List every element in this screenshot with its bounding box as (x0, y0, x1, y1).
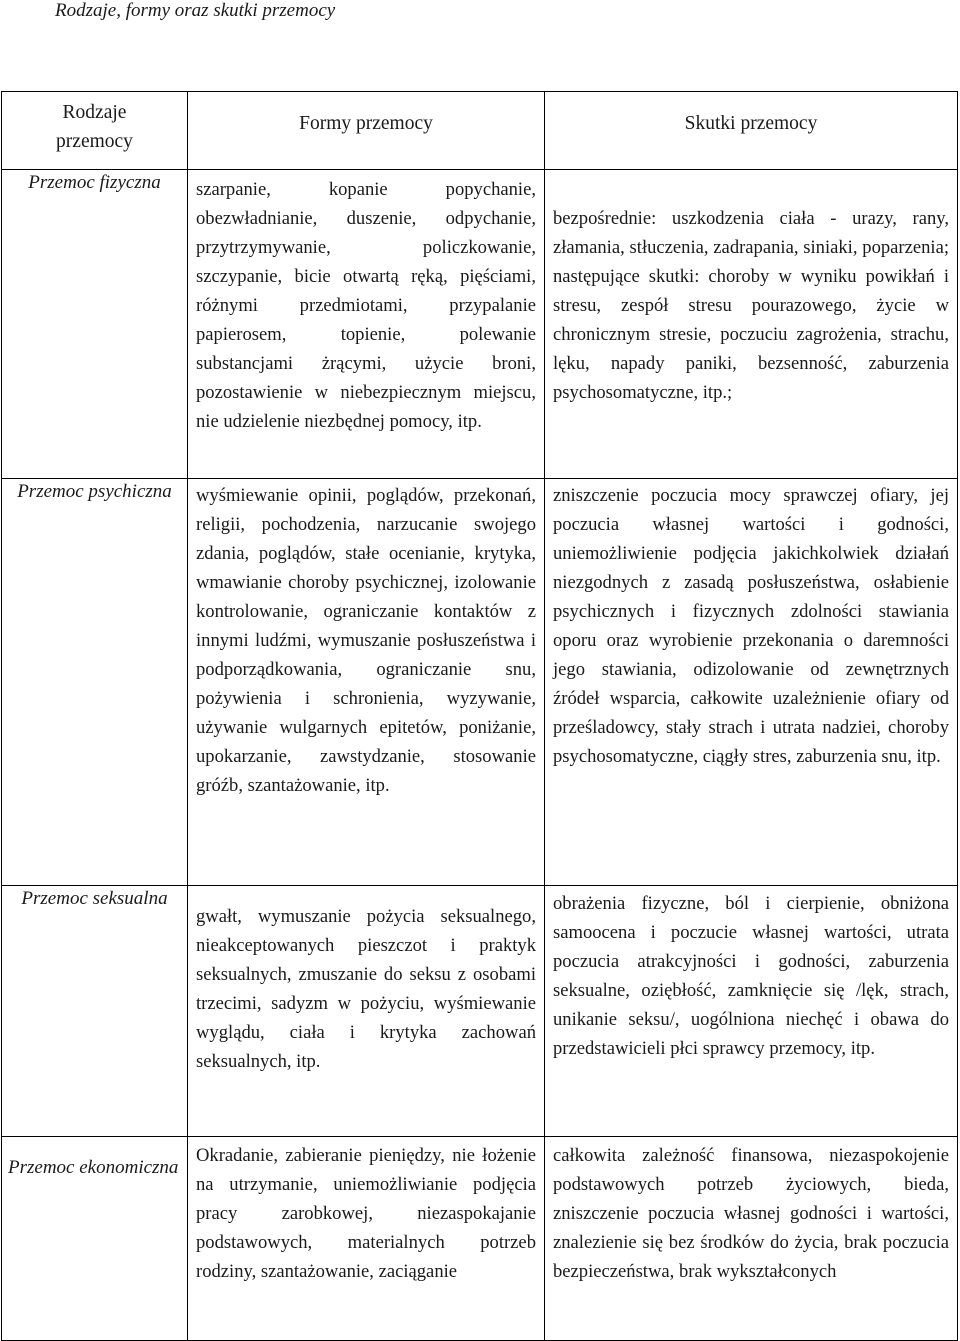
effects-text: całkowita zależność finansowa, niezaspokojenie podstawowych potrzeb życiowych, bieda, zniszczenie poczucia własnej godności i wartości, znalezienie się bez środków do życia, brak poczucia bezpieczeństwa, brak wykształconych (553, 1145, 949, 1282)
header-forms-label: Formy przemocy (299, 113, 433, 134)
forms-text: Okradanie, zabieranie pieniędzy, nie łożenie na utrzymanie, uniemożliwianie podjęcia pracy zarobkowej, niezaspokajanie podstawowych, materialnych potrzeb rodziny, szantażowanie, zaciąganie (196, 1145, 536, 1282)
forms-cell (188, 170, 545, 479)
violence-type-label: Przemoc seksualna (21, 888, 168, 909)
table-row (2, 170, 958, 479)
header-effects (545, 92, 958, 170)
effects-cell (545, 479, 958, 886)
forms-text: wyśmiewanie opinii, poglądów, przekonań, religii, pochodzenia, narzucanie swojego zdania, poglądów, stałe ocenianie, krytyka, wmawianie choroby psychicznej, izolowanie kontrolowanie, ograniczanie kontaktów z innymi ludźmi, wymuszanie posłuszeństwa i podporządkowania, ograniczanie snu, pożywienia i schronienia, wyzywanie, używanie wulgarnych epitetów, poniżanie, upokarzanie, zawstydzanie, stosowanie gróźb, szantażowanie, itp. (196, 485, 536, 796)
violence-type-cell (2, 1137, 188, 1341)
violence-type-label: Przemoc fizyczna (28, 172, 161, 193)
table-row (2, 1137, 958, 1341)
effects-text: zniszczenie poczucia mocy sprawczej ofiary, jej poczucia własnej wartości i godności, uniemożliwienie podjęcia jakichkolwiek działań niezgodnych z zasadą posłuszeństwa, osłabienie psychicznych i fizycznych zdolności stawiania oporu oraz wyrobienie przekonania o daremności jego stawiania, odizolowanie od zewnętrznych źródeł wsparcia, całkowite uzależnienie ofiary od prześladowcy, stały strach i utrata nadziei, choroby psychosomatyczne, ciągły stres, zaburzenia snu, itp. (553, 485, 949, 767)
table-row (2, 886, 958, 1137)
violence-table (1, 91, 958, 1341)
violence-type-cell (2, 479, 188, 886)
forms-cell (188, 886, 545, 1137)
table-header-row (2, 92, 958, 170)
header-types (2, 92, 188, 170)
violence-type-cell (2, 886, 188, 1137)
forms-text: szarpanie, kopanie popychanie, obezwładnianie, duszenie, odpychanie, przytrzymywanie, policzkowanie, szczypanie, bicie otwartą ręką, pięściami, różnymi przedmiotami, przypalanie papierosem, topienie, polewanie substancjami żrącymi, użycie broni, pozostawienie w niebezpiecznym miejscu, nie udzielenie niezbędnej pomocy, itp. (196, 179, 536, 432)
header-forms (188, 92, 545, 170)
violence-type-cell (2, 170, 188, 479)
effects-text: obrażenia fizyczne, ból i cierpienie, obniżona samoocena i poczucie własnej wartości, utrata poczucia atrakcyjności i godności, zaburzenia seksualne, oziębłość, zamknięcie się /lęk, strach, unikanie seksu/, uogólniona niechęć i obawa do przedstawicieli płci sprawcy przemocy, itp. (553, 893, 949, 1059)
page-title: Rodzaje, formy oraz skutki przemocy (55, 0, 336, 21)
violence-type-label: Przemoc ekonomiczna (8, 1157, 179, 1178)
violence-type-label: Przemoc psychiczna (17, 481, 172, 502)
forms-text: gwałt, wymuszanie pożycia seksualnego, nieakceptowanych pieszczot i praktyk seksualnych, zmuszanie do seksu z osobami trzecimi, sadyzm w pożyciu, wyśmiewanie wyglądu, ciała i krytyka zachowań seksualnych, itp. (196, 906, 536, 1072)
effects-cell (545, 886, 958, 1137)
header-effects-label: Skutki przemocy (684, 113, 818, 134)
effects-cell (545, 1137, 958, 1341)
header-types-label: Rodzaje przemocy (56, 101, 133, 152)
effects-cell (545, 170, 958, 479)
effects-text: bezpośrednie: uszkodzenia ciała - urazy, rany, złamania, stłuczenia, zadrapania, siniaki, poparzenia; następujące skutki: choroby w wyniku powikłań i stresu, zespół stresu pourazowego, życie w chronicznym stresie, poczuciu zagrożenia, strachu, lęku, napady paniki, bezsenność, zaburzenia psychosomatyczne, itp.; (553, 208, 949, 403)
forms-cell (188, 479, 545, 886)
forms-cell (188, 1137, 545, 1341)
table-row (2, 479, 958, 886)
